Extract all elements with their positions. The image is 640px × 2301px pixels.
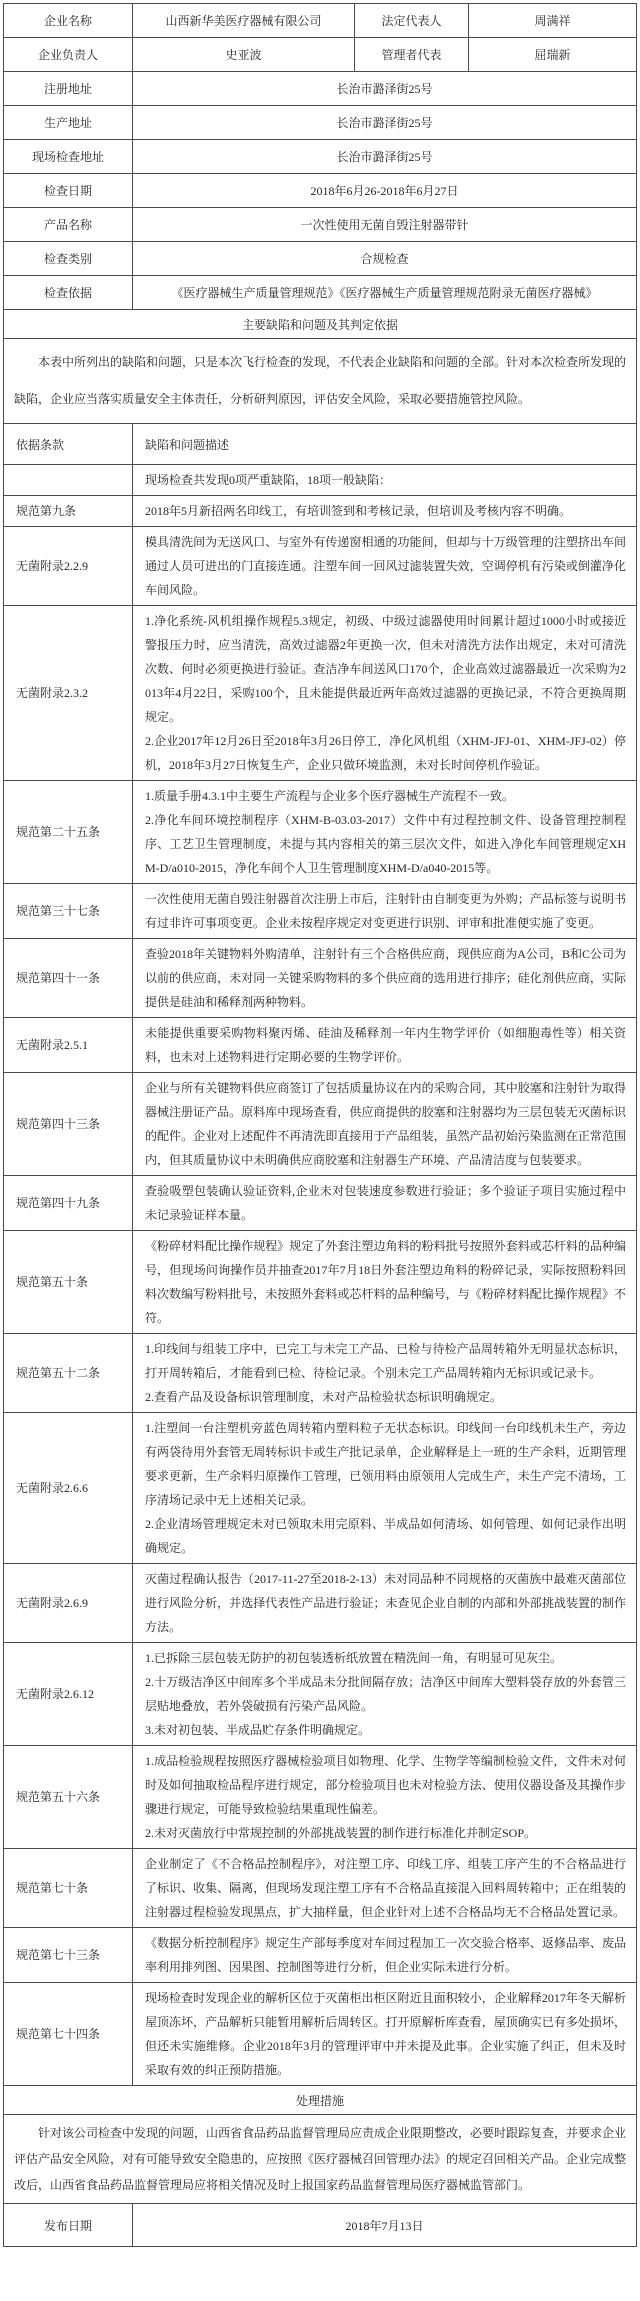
description-paragraph: 1.成品检验规程按照医疗器械检验项目如物理、化学、生物学等编制检验文件，文件未对何时及如何抽取检品程序进行规定，部分检验项目也未对检验方法、使用仪器设备及其操作步骤进行规定，可能导致检验结果重现性偏差。 xyxy=(145,1754,626,1816)
description-paragraph: 查验吸塑包装确认验证资料,企业未对包装速度参数进行验证；多个验证子项目实施过程中未记录验证样本量。 xyxy=(145,1184,626,1222)
info-label: 检查依据 xyxy=(4,276,133,310)
info-row xyxy=(4,174,637,208)
intro-paragraph: 本表中所列出的缺陷和问题，只是本次飞行检查的发现，不代表企业缺陷和问题的全部。针对本次检查所发现的缺陷，企业应当落实质量安全主体责任，分析研判原因，评估安全风险，采取必要措施管控风险。 xyxy=(4,339,637,424)
defect-row xyxy=(4,1018,637,1073)
clause-cell: 规范第七十三条 xyxy=(4,1928,133,1983)
info-value: 《医疗器械生产质量管理规范》《医疗器械生产质量管理规范附录无菌医疗器械》 xyxy=(133,276,637,310)
info-value: 长治市潞泽街25号 xyxy=(133,72,637,106)
description-cell xyxy=(133,606,637,781)
defect-row xyxy=(4,1334,637,1413)
info-label-secondary: 法定代表人 xyxy=(355,4,469,38)
measures-body-row xyxy=(4,2115,637,2204)
description-paragraph: 2.十万级洁净区中间库多个半成品未分批间隔存放；洁净区中间库大塑料袋存放的外套管三层贴地叠放，若外袋破损有污染产品风险。 xyxy=(145,1675,626,1713)
clause-cell: 无菌附录2.6.9 xyxy=(4,1564,133,1643)
description-paragraph: 1.印线间与组装工序中，已完工与未完工产品、已检与待检产品周转箱外无明显状态标识，打开周转箱后，才能看到已检、待检记录。个别未完工产品周转箱内无标识或记录卡。 xyxy=(145,1342,626,1380)
info-value-secondary: 屈瑞新 xyxy=(469,38,637,72)
publish-date-label: 发布日期 xyxy=(4,2204,133,2247)
description-paragraph: 一次性使用无菌自毁注射器首次注册上市后，注射针由自制变更为外购；产品标签与说明书有过非许可事项变更。企业未按程序规定对变更进行识别、评审和批准便实施了变更。 xyxy=(145,892,626,930)
description-paragraph: 2018年5月新招两名印线工，有培训签到和考核记录，但培训及考核内容不明确。 xyxy=(145,504,572,518)
description-column-header: 缺陷和问题描述 xyxy=(133,424,637,465)
description-paragraph: 企业与所有关键物料供应商签订了包括质量协议在内的采购合同，其中胶塞和注射针为取得器械注册证产品。原料库中现场查看，供应商提供的胶塞和注射器均为三层包装无灭菌标识的配件。企业对上述配件不再清洗即直接用于产品组装，虽然产品初始污染监测在正常范围内，但其质量协议中未明确供应商胶塞和注射器生产环境、产品清洁度与包装要求。 xyxy=(145,1081,626,1167)
description-paragraph: 现场检查时发现企业的解析区位于灭菌柜出柜区附近且面积较小，企业解释2017年冬天解析屋顶冻坏，产品解析只能暂用解析后周转区。打开原解析库查看，屋顶确实已有多处损坏，但还未实施维修。企业2018年3月的管理评审中并未提及此事。企业实施了纠正，但未及时采取有效的纠正预防措施。 xyxy=(145,1991,626,2077)
defect-row xyxy=(4,496,637,527)
intro-row xyxy=(4,339,637,424)
defect-row xyxy=(4,1849,637,1928)
info-row xyxy=(4,4,637,38)
description-cell xyxy=(133,1928,637,1983)
description-cell xyxy=(133,1746,637,1849)
info-row xyxy=(4,72,637,106)
description-paragraph: 1.已拆除三层包装无防护的初包装透析纸放置在精洗间一角，有明显可见灰尘。 xyxy=(145,1651,563,1665)
defect-row xyxy=(4,939,637,1018)
clause-cell: 无菌附录2.2.9 xyxy=(4,527,133,606)
clause-cell: 无菌附录2.6.6 xyxy=(4,1413,133,1564)
description-cell xyxy=(133,527,637,606)
defect-row xyxy=(4,1231,637,1334)
description-cell xyxy=(133,939,637,1018)
description-paragraph: 《数据分析控制程序》规定生产部每季度对车间过程加工一次交验合格率、返修品率、废品率利用排列图、因果图、控制图等进行分析，但企业实际未进行分析。 xyxy=(145,1936,626,1974)
clause-cell: 规范第九条 xyxy=(4,496,133,527)
clause-cell xyxy=(4,465,133,496)
description-paragraph: 1.净化系统-风机组操作规程5.3规定，初级、中级过滤器使用时间累计超过1000小时或接近警报压力时，应当清洗，高效过滤器2年更换一次，但未对清洗方法作出规定，未对可清洗次数、何时必须更换进行验证。查洁净车间送风口170个，企业高效过滤器最近一次采购为2013年4月22日，采购100个，且未能提供最近两年高效过滤器的更换记录，不符合更换周期规定。 xyxy=(145,614,626,724)
description-cell xyxy=(133,1643,637,1746)
info-row xyxy=(4,140,637,174)
measures-title-row xyxy=(4,2086,637,2115)
description-cell xyxy=(133,465,637,496)
defect-row xyxy=(4,1564,637,1643)
info-label: 产品名称 xyxy=(4,208,133,242)
description-cell xyxy=(133,1073,637,1176)
description-paragraph: 灭菌过程确认报告（2017-11-27至2018-2-13）未对同品种不同规格的灭菌族中最难灭菌部位进行风险分析，并选择代表性产品进行验证；未查见企业自制的内部和外部挑战装置的制作方法。 xyxy=(145,1572,626,1634)
defect-row xyxy=(4,1983,637,2086)
info-label-secondary: 管理者代表 xyxy=(355,38,469,72)
description-paragraph: 未能提供重要采购物料聚丙烯、硅油及稀释剂一年内生物学评价（如细胞毒性等）相关资料，也未对上述物料进行定期必要的生物学评价。 xyxy=(145,1026,626,1064)
description-paragraph: 2.未对灭菌放行中常规控制的外部挑战装置的制作进行标准化并制定SOP。 xyxy=(145,1826,537,1840)
defect-row xyxy=(4,1176,637,1231)
description-paragraph: 《粉碎材料配比操作规程》规定了外套注塑边角料的粉料批号按照外套料或芯杆料的品种编号，但现场问询操作员并抽查2017年7月18日外套注塑边角料的粉碎记录，实际按照粉料回料次数编写粉料批号，未按照外套料或芯杆料的品种编号，与《粉碎材料配比操作规程》不符。 xyxy=(145,1239,626,1325)
clause-column-header: 依据条款 xyxy=(4,424,133,465)
info-value: 山西新华美医疗器械有限公司 xyxy=(133,4,355,38)
report-body xyxy=(4,4,637,2247)
clause-cell: 无菌附录2.3.2 xyxy=(4,606,133,781)
clause-cell: 规范第五十条 xyxy=(4,1231,133,1334)
clause-cell: 规范第七十四条 xyxy=(4,1983,133,2086)
description-cell xyxy=(133,1176,637,1231)
defect-row xyxy=(4,884,637,939)
section-title-row xyxy=(4,310,637,339)
info-value: 2018年6月26-2018年6月27日 xyxy=(133,174,637,208)
inspection-report-table xyxy=(3,3,637,2247)
info-row xyxy=(4,242,637,276)
info-row xyxy=(4,208,637,242)
description-paragraph: 3.未对初包装、半成品贮存条件明确规定。 xyxy=(145,1723,371,1737)
measures-section-title: 处理措施 xyxy=(4,2086,637,2115)
info-row xyxy=(4,106,637,140)
defect-summary-row xyxy=(4,465,637,496)
footer-row xyxy=(4,2204,637,2247)
info-value: 史亚波 xyxy=(133,38,355,72)
description-cell xyxy=(133,781,637,884)
clause-cell: 规范第四十三条 xyxy=(4,1073,133,1176)
description-cell xyxy=(133,1231,637,1334)
description-paragraph: 2.净化车间环境控制程序（XHM-B-03.03-2017）文件中有过程控制文件、设备管理控制程序、工艺卫生管理制度，未提与其内容相关的第三层次文件，如进入净化车间管理规定XHM-D/a010-2015，净化车间个人卫生管理制度XHM-D/a040-2015等。 xyxy=(145,813,626,875)
description-cell xyxy=(133,884,637,939)
clause-cell: 无菌附录2.5.1 xyxy=(4,1018,133,1073)
clause-cell: 规范第七十条 xyxy=(4,1849,133,1928)
defects-section-title: 主要缺陷和问题及其判定依据 xyxy=(4,310,637,339)
defect-row xyxy=(4,1643,637,1746)
info-label: 生产地址 xyxy=(4,106,133,140)
description-cell xyxy=(133,1849,637,1928)
info-label: 检查类别 xyxy=(4,242,133,276)
info-value: 长治市潞泽街25号 xyxy=(133,106,637,140)
info-value: 合规检查 xyxy=(133,242,637,276)
clause-cell: 无菌附录2.6.12 xyxy=(4,1643,133,1746)
defect-row xyxy=(4,781,637,884)
clause-cell: 规范第三十七条 xyxy=(4,884,133,939)
description-paragraph: 查验2018年关键物料外购清单，注射针有三个合格供应商，现供应商为A公司，B和C公司为以前的供应商，未对同一关键采购物料的多个供应商的选用进行排序；硅化剂供应商，实际提供是硅油和稀释剂两种物料。 xyxy=(145,947,626,1009)
description-cell xyxy=(133,1983,637,2086)
description-cell xyxy=(133,1018,637,1073)
info-label: 现场检查地址 xyxy=(4,140,133,174)
description-paragraph: 2.查看产品及设备标识管理制度，未对产品检验状态标识明确规定。 xyxy=(145,1390,503,1404)
clause-cell: 规范第五十六条 xyxy=(4,1746,133,1849)
defect-header-row xyxy=(4,424,637,465)
description-paragraph: 模具清洗间为无送风口、与室外有传递窗相通的功能间，但却与十万级管理的注塑挤出车间通过人员可进出的门直接连通。注塑车间一回风过滤装置失效，空调停机有污染或倒灌净化车间风险。 xyxy=(145,535,626,597)
description-paragraph: 2.企业清场管理规定未对已领取未用完原料、半成品如何清场、如何管理、如何记录作出明确规定。 xyxy=(145,1517,626,1555)
defect-row xyxy=(4,1073,637,1176)
info-value: 长治市潞泽街25号 xyxy=(133,140,637,174)
defect-row xyxy=(4,527,637,606)
info-label: 检查日期 xyxy=(4,174,133,208)
defect-row xyxy=(4,606,637,781)
info-label: 企业名称 xyxy=(4,4,133,38)
info-value-secondary: 周满祥 xyxy=(469,4,637,38)
clause-cell: 规范第四十一条 xyxy=(4,939,133,1018)
clause-cell: 规范第二十五条 xyxy=(4,781,133,884)
info-value: 一次性使用无菌自毁注射器带针 xyxy=(133,208,637,242)
info-row xyxy=(4,276,637,310)
clause-cell: 规范第五十二条 xyxy=(4,1334,133,1413)
description-paragraph: 1.注塑间一台注塑机旁蓝色周转箱内塑料粒子无状态标识。印线间一台印线机未生产，旁边有两袋待用外套管无周转标识卡或生产批记录单，企业解释是上一班的生产余料，近期管理要求更新，生产余料归原操作工管理，已领用料由原领用人完成生产，未生产完不清场，工序清场记录中无上述相关记录。 xyxy=(145,1421,626,1507)
publish-date-value: 2018年7月13日 xyxy=(133,2204,637,2247)
info-row xyxy=(4,38,637,72)
info-label: 企业负责人 xyxy=(4,38,133,72)
defect-row xyxy=(4,1413,637,1564)
defect-row xyxy=(4,1746,637,1849)
description-cell xyxy=(133,1334,637,1413)
description-paragraph: 现场检查共发现0项严重缺陷，18项一般缺陷： xyxy=(145,473,392,487)
description-paragraph: 企业制定了《不合格品控制程序》，对注塑工序、印线工序、组装工序产生的不合格品进行了标识、收集、隔离，但现场发现注塑工序有不合格品直接混入回料周转箱中；正在组装的注射器过程检验发现黑点，扩大抽样量，但企业针对上述不合格品均无不合格品处置记录。 xyxy=(145,1857,626,1919)
clause-cell: 规范第四十九条 xyxy=(4,1176,133,1231)
description-paragraph: 1.质量手册4.3.1中主要生产流程与企业多个医疗器械生产流程不一致。 xyxy=(145,789,515,803)
description-cell xyxy=(133,496,637,527)
measures-paragraph: 针对该公司检查中发现的问题，山西省食品药品监督管理局应责成企业限期整改，必要时跟踪复查，并要求企业评估产品安全风险，对有可能导致安全隐患的，应按照《医疗器械召回管理办法》的规定召回相关产品。企业完成整改后，山西省食品药品监督管理局应将相关情况及时上报国家药品监督管理局医疗器械监管部门。 xyxy=(4,2115,637,2204)
description-paragraph: 2.企业2017年12月26日至2018年3月26日停工，净化风机组（XHM-JFJ-01、XHM-JFJ-02）停机，2018年3月27日恢复生产，企业只做环境监测，未对长时间停机作验证。 xyxy=(145,734,626,772)
description-cell xyxy=(133,1413,637,1564)
info-label: 注册地址 xyxy=(4,72,133,106)
description-cell xyxy=(133,1564,637,1643)
defect-row xyxy=(4,1928,637,1983)
